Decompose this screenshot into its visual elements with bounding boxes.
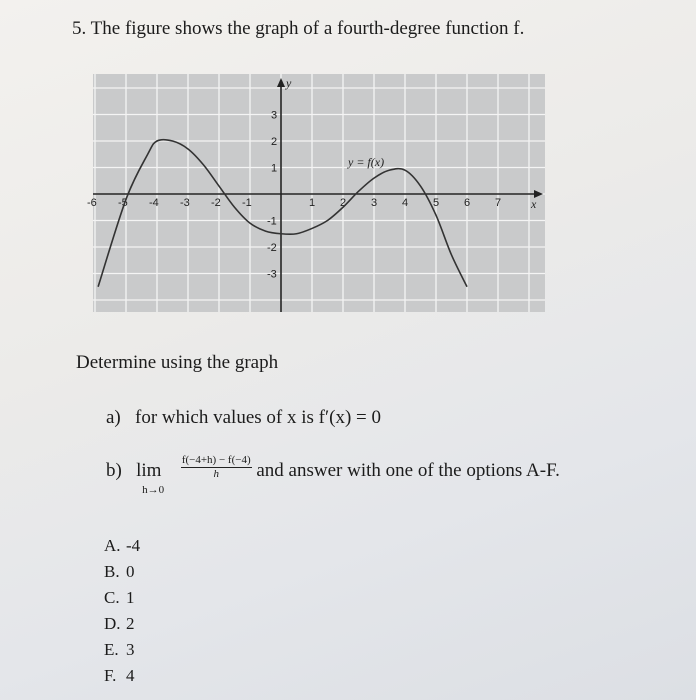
y-tick-label: -1: [267, 215, 277, 228]
answer-options: [104, 533, 140, 689]
part-b-text: and answer with one of the options A-F.: [256, 460, 560, 481]
x-tick-label: 3: [371, 197, 378, 209]
x-tick-label: 4: [402, 197, 409, 209]
y-tick-label: 1: [271, 162, 278, 175]
x-tick-label: -5: [118, 197, 128, 209]
quotient-numerator: f(−4+h) − f(−4): [181, 454, 251, 466]
x-tick-label: 6: [464, 197, 471, 209]
x-tick-label: -6: [87, 197, 97, 209]
option-letter: C.: [104, 588, 120, 607]
x-tick-label: 1: [309, 197, 316, 209]
y-tick-label: -2: [267, 242, 277, 254]
option-letter: A.: [104, 536, 121, 555]
option-b[interactable]: [104, 559, 140, 585]
part-b: [106, 454, 560, 496]
x-tick-label: 7: [495, 197, 502, 209]
part-a-text: for which values of x is f′(x) = 0: [135, 407, 381, 428]
limit-expression: [136, 460, 176, 496]
option-value: 0: [126, 562, 135, 581]
difference-quotient: [181, 454, 252, 481]
x-tick-label: 2: [340, 197, 347, 209]
option-letter: F.: [104, 666, 117, 685]
y-axis-label: y: [286, 76, 292, 90]
option-value: -4: [126, 536, 141, 555]
x-tick-label: -4: [149, 197, 159, 209]
option-letter: B.: [104, 562, 120, 581]
option-f[interactable]: [104, 663, 140, 689]
limit-subscript: h→0: [142, 484, 165, 496]
option-d[interactable]: [104, 611, 140, 637]
option-value: 2: [126, 614, 135, 633]
option-c[interactable]: [104, 585, 140, 611]
x-tick-label: -2: [211, 197, 221, 209]
part-a-label: a): [106, 407, 121, 428]
limit-word: lim: [136, 460, 162, 481]
question-title: 5. The figure shows the graph of a fourth-degree function f.: [72, 18, 525, 39]
function-graph: [87, 74, 545, 312]
option-value: 3: [126, 640, 135, 659]
x-axis-label: x: [531, 197, 537, 211]
option-letter: E.: [104, 640, 119, 659]
option-a[interactable]: [104, 533, 140, 559]
part-a: [106, 407, 381, 429]
x-tick-label: -1: [242, 197, 252, 209]
x-tick-label: -3: [180, 197, 190, 209]
y-tick-label: 3: [271, 109, 278, 122]
option-e[interactable]: [104, 637, 140, 663]
determine-text: Determine using the graph: [76, 352, 279, 373]
option-letter: D.: [104, 614, 121, 633]
option-value: 1: [126, 588, 135, 607]
y-tick-label: 2: [271, 136, 278, 148]
quotient-denominator: h: [213, 468, 219, 480]
y-tick-label: -3: [267, 268, 277, 281]
option-value: 4: [126, 666, 135, 685]
x-tick-label: 5: [433, 197, 440, 209]
function-label: y = f(x): [348, 155, 385, 169]
graph-background: [93, 74, 545, 312]
part-b-label: b): [106, 460, 122, 481]
